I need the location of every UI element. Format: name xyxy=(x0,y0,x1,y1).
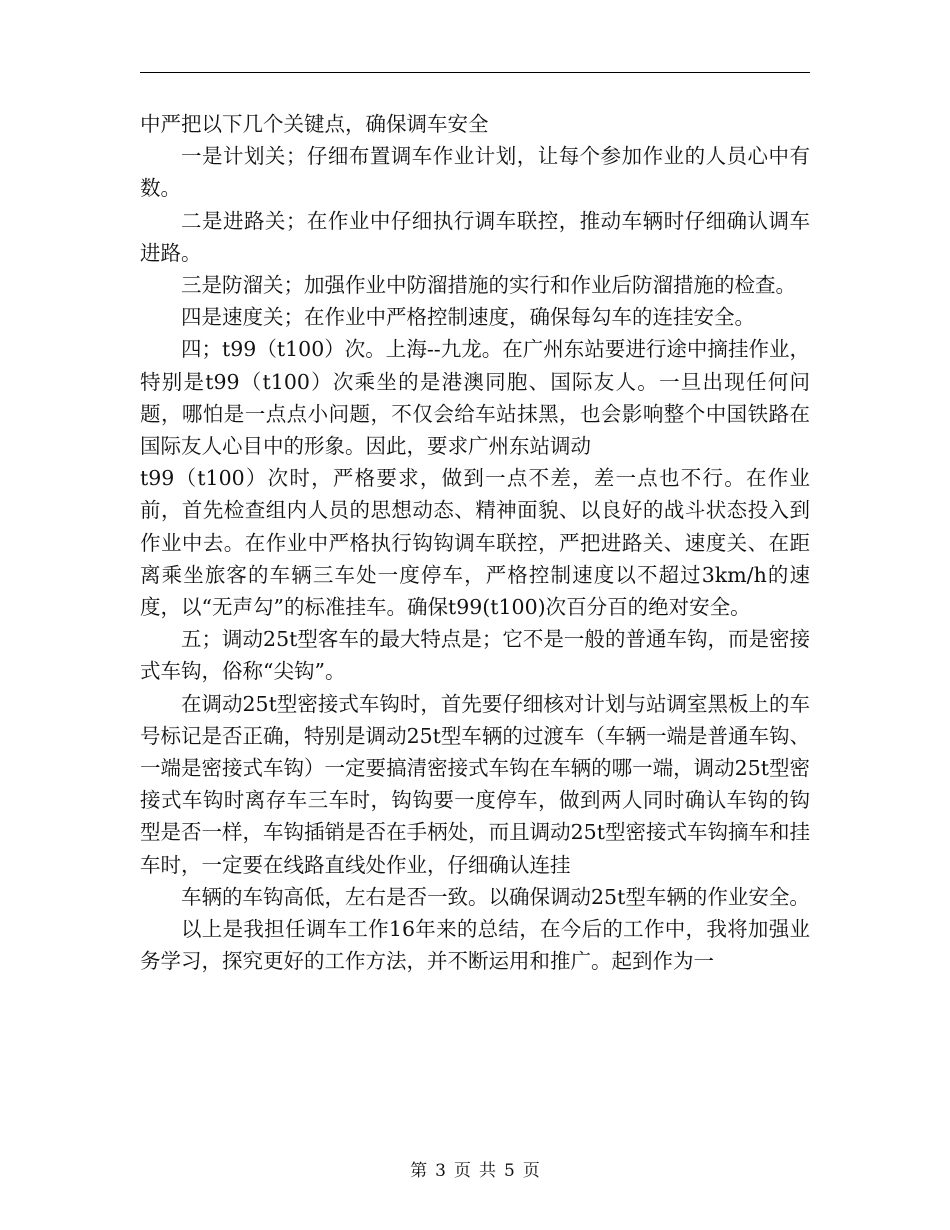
page-footer xyxy=(0,1156,950,1181)
paragraph-4: 三是防溜关；加强作业中防溜措施的实行和作业后防溜措施的检查。 xyxy=(181,273,796,298)
footer-prefix: 第 xyxy=(410,1161,428,1181)
paragraph-10: 车辆的车钩高低，左右是否一致。以确保调动25t型车辆的作业安全。 xyxy=(181,884,810,909)
footer-current-page: 3 xyxy=(435,1161,446,1181)
header-rule xyxy=(140,72,810,73)
footer-page-word: 页 xyxy=(454,1161,471,1181)
paragraph-3: 二是进路关；在作业中仔细执行调车联控，推动车辆时仔细确认调车进路。 xyxy=(140,208,810,265)
paragraph-1: 中严把以下几个关键点，确保调车安全 xyxy=(140,112,489,136)
paragraph-8: 五；调动25t型客车的最大特点是；它不是一般的普通车钩，而是密接式车钩，俗称“尖钩”。 xyxy=(140,627,810,684)
paragraph-5: 四是速度关；在作业中严格控制速度，确保每勾车的连挂安全。 xyxy=(181,305,755,330)
footer-total-pages: 5 xyxy=(504,1161,515,1181)
footer-suffix: 页 xyxy=(522,1161,540,1181)
paragraph-9: 在调动25t型密接式车钩时，首先要仔细核对计划与站调室黑板上的车号标记是否正确，特别是调动25t型车辆的过渡车（车辆一端是普通车钩、一端是密接式车钩）一定要搞清密接式车钩在车辆的哪一端，调动25t型密接式车钩时离存车三车时，钩钩要一度停车，做到两人同时确认车钩的钩型是否一样，车钩插销是否在手柄处，而且调动25t型密接式车钩摘车和挂车时，一定要在线路直线处作业，仔细确认连挂 xyxy=(140,691,810,877)
paragraph-6: 四；t99（t100）次。上海--九龙。在广州东站要进行途中摘挂作业，特别是t99（t100）次乘坐的是港澳同胞、国际友人。一旦出现任何问题，哪怕是一点点小问题，不仅会给车站抹黑，也会影响整个中国铁路在国际友人心目中的形象。因此，要求广州东站调动 xyxy=(140,337,810,459)
paragraph-11: 以上是我担任调车工作16年来的总结，在今后的工作中，我将加强业务学习，探究更好的工作方法，并不断运用和推广。起到作为一 xyxy=(140,917,810,974)
footer-total-word: 共 xyxy=(479,1161,496,1181)
body-text xyxy=(140,108,810,977)
paragraph-2: 一是计划关；仔细布置调车作业计划，让每个参加作业的人员心中有数。 xyxy=(140,144,810,201)
paragraph-7: t99（t100）次时，严格要求，做到一点不差，差一点也不行。在作业前，首先检查组内人员的思想动态、精神面貌、以良好的战斗状态投入到作业中去。在作业中严格执行钩钩调车联控，严把进路关、速度关、在距离乘坐旅客的车辆三车处一度停车，严格控制速度以不超过3km/h的速度，以“无声勾”的标准挂车。确保t99(t100)次百分百的绝对安全。 xyxy=(140,466,810,620)
